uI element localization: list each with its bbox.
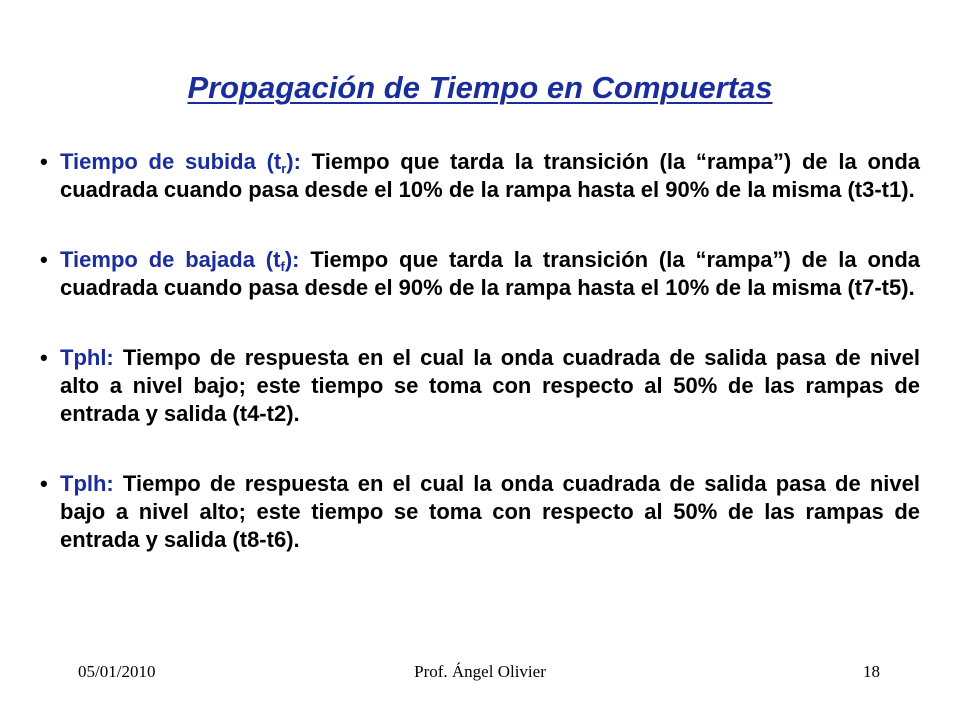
bullet-item-tplh (40, 470, 920, 554)
bullet-list (40, 148, 920, 554)
definition-text: Tiempo que tarda la transición (la “rampa”) de la onda cuadrada cuando pasa desde el 10% de la rampa hasta el 90% de la misma (t3-t1). (60, 149, 921, 202)
term-label: Tplh: (60, 471, 114, 496)
footer-author: Prof. Ángel Olivier (414, 662, 546, 681)
definition-text: Tiempo que tarda la transición (la “rampa”) de la onda cuadrada cuando pasa desde el 90% de la rampa hasta el 10% de la misma (t7-t5). (60, 247, 920, 300)
bullet-icon: • (40, 471, 48, 496)
definition-text: Tiempo de respuesta en el cual la onda cuadrada de salida pasa de nivel bajo a nivel alto; este tiempo se toma con respecto al 50% de las rampas de entrada y salida (t8-t6). (60, 471, 920, 552)
term-tphl (60, 345, 114, 370)
bullet-item-tphl (40, 344, 920, 428)
page-number: 18 (863, 662, 880, 681)
definition-text: Tiempo de respuesta en el cual la onda cuadrada de salida pasa de nivel alto a nivel bajo; este tiempo se toma con respecto al 50% de las rampas de entrada y salida (t4-t2). (60, 345, 920, 426)
term-suffix: ): (286, 149, 301, 174)
term-label: Tiempo de bajada (t (60, 247, 281, 272)
bullet-item-fall-time (40, 246, 920, 302)
term-subscript: r (281, 161, 287, 176)
term-tplh (60, 471, 114, 496)
term-subscript: f (280, 259, 285, 274)
term-rise-time (60, 149, 301, 174)
term-suffix: ): (284, 247, 300, 272)
bullet-icon: • (40, 149, 48, 174)
bullet-icon: • (40, 247, 48, 272)
footer-date: 05/01/2010 (78, 662, 156, 681)
bullet-item-rise-time (40, 148, 920, 204)
slide-title: Propagación de Tiempo en Compuertas (187, 70, 773, 105)
bullet-icon: • (40, 345, 48, 370)
term-fall-time (60, 247, 299, 272)
term-label: Tphl: (60, 345, 114, 370)
term-label: Tiempo de subida (t (60, 149, 282, 174)
